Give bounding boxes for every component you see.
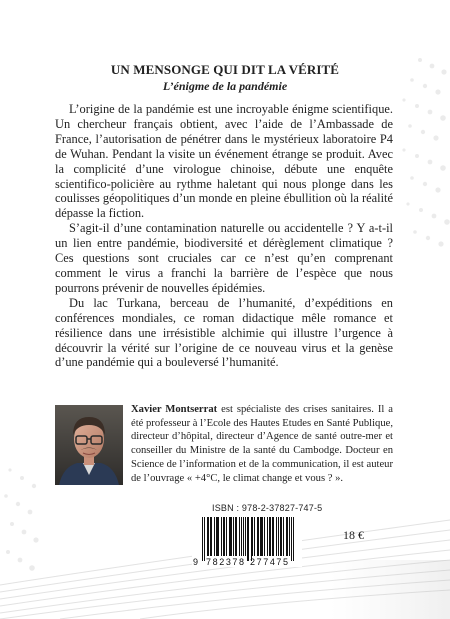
barcode-bar bbox=[254, 517, 255, 556]
barcode-bar bbox=[269, 517, 270, 556]
barcode-lead-digit: 9 bbox=[193, 557, 199, 567]
barcode-bar bbox=[281, 517, 282, 556]
barcode-bar bbox=[229, 517, 230, 556]
barcode-bar bbox=[239, 517, 240, 556]
barcode-bar bbox=[224, 517, 225, 556]
price: 18 € bbox=[343, 528, 364, 542]
barcode-right-digits: 277475 bbox=[250, 557, 290, 567]
barcode-bar bbox=[247, 517, 248, 561]
synopsis-paragraph: L’origine de la pandémie est une incroyable énigme scientifique. Un chercheur français obtient, avec l’aide de l’Ambassade de France, l’autorisation de pénétrer dans le mystérieux laboratoire P4 de Wuhan. Pendant la visite un événement étrange se produit. Avec la complicité d’une virologue chinoise, débute une enquête scientifico-policière au rythme haletant qui nous plonge dans les coulisses géopolitiques d’un monde en pleine ébullition où la réalité dépasse la fiction. bbox=[55, 102, 393, 221]
barcode-bar bbox=[207, 517, 208, 556]
barcode-bars bbox=[202, 517, 294, 561]
barcode-bar bbox=[235, 517, 236, 556]
barcode-bar bbox=[286, 517, 287, 556]
author-bio bbox=[131, 403, 393, 485]
barcode-left-digits: 782378 bbox=[206, 557, 246, 567]
barcode-bar bbox=[252, 517, 253, 556]
book-subtitle: L’énigme de la pandémie bbox=[162, 79, 288, 93]
barcode-bar bbox=[273, 517, 274, 556]
barcode-bar bbox=[289, 517, 290, 556]
barcode-bar bbox=[223, 517, 224, 556]
barcode-bar bbox=[267, 517, 268, 556]
barcode-bar bbox=[221, 517, 222, 556]
barcode-bar bbox=[216, 517, 217, 556]
barcode-bar bbox=[230, 517, 231, 556]
barcode-bar bbox=[202, 517, 203, 561]
barcode-bar bbox=[260, 517, 261, 556]
barcode-bar bbox=[233, 517, 234, 556]
author-photo bbox=[55, 405, 123, 485]
barcode-bar bbox=[241, 517, 242, 556]
author-bio-text: est spécialiste des crises sanitaires. Il a été professeur à l’Ecole des Hautes Etudes en Santé Publique, directeur d’hôpital, directeur d’Agence de santé outre-mer et conseiller du Ministre de la santé du Cambodge. Docteur en Science de l’information et de la communication, il est auteur de l’ouvrage « +4°C, le climat change et vous ? ». bbox=[131, 404, 393, 484]
barcode-bar bbox=[226, 517, 227, 556]
synopsis-paragraph: Du lac Turkana, berceau de l’humanité, d’expéditions en conférences mondiales, ce roman didactique mêle romance et résilience dans une irrésistible alchimie qui illustre l’urgence à découvrir la vérité sur l’origine de ce nouveau virus et la genèse d’une pandémie qui a bouleversé l’humanité. bbox=[55, 295, 393, 370]
synopsis-paragraph: S’agit-il d’une contamination naturelle ou accidentelle ? Y a-t-il un lien entre pandémie, biodiversité et dérèglement climatique ? Ces questions sont cruciales car ce n’est qu’en comprenant comment le virus a franchi la barrière de l’espèce que nous pourrons prévenir de nouvelles épidémies. bbox=[55, 221, 393, 295]
isbn: ISBN : 978-2-37827-747-5 bbox=[212, 503, 323, 513]
barcode-bar bbox=[270, 517, 271, 556]
book-title: UN MENSONGE QUI DIT LA VÉRITÉ bbox=[110, 62, 340, 77]
barcode-bar bbox=[261, 517, 262, 556]
barcode-bar bbox=[287, 517, 288, 556]
barcode-bar bbox=[248, 517, 249, 561]
barcode-bar bbox=[208, 517, 209, 556]
barcode-bar bbox=[243, 517, 244, 556]
synopsis bbox=[55, 102, 393, 370]
barcode-bar bbox=[262, 517, 263, 556]
barcode-bar bbox=[214, 517, 215, 556]
barcode-bar bbox=[257, 517, 258, 556]
barcode-bar bbox=[264, 517, 265, 556]
barcode-bar bbox=[293, 517, 294, 561]
barcode-bar bbox=[204, 517, 205, 561]
barcode-bar bbox=[283, 517, 284, 556]
barcode-bar bbox=[251, 517, 252, 561]
barcode-bar bbox=[280, 517, 281, 556]
barcode-bar bbox=[236, 517, 237, 556]
barcode-bar bbox=[217, 517, 218, 556]
barcode-bar bbox=[231, 517, 232, 556]
barcode-bar bbox=[272, 517, 273, 556]
barcode-bar bbox=[210, 517, 211, 556]
barcode-bar bbox=[278, 517, 279, 556]
barcode-bar bbox=[218, 517, 219, 556]
barcode-bar bbox=[258, 517, 259, 556]
barcode-bar bbox=[211, 517, 212, 556]
author-name: Xavier Montserrat bbox=[131, 404, 218, 415]
barcode-bar bbox=[276, 517, 277, 556]
barcode bbox=[192, 515, 302, 567]
barcode-bar bbox=[245, 517, 246, 556]
barcode-bar bbox=[291, 517, 292, 561]
